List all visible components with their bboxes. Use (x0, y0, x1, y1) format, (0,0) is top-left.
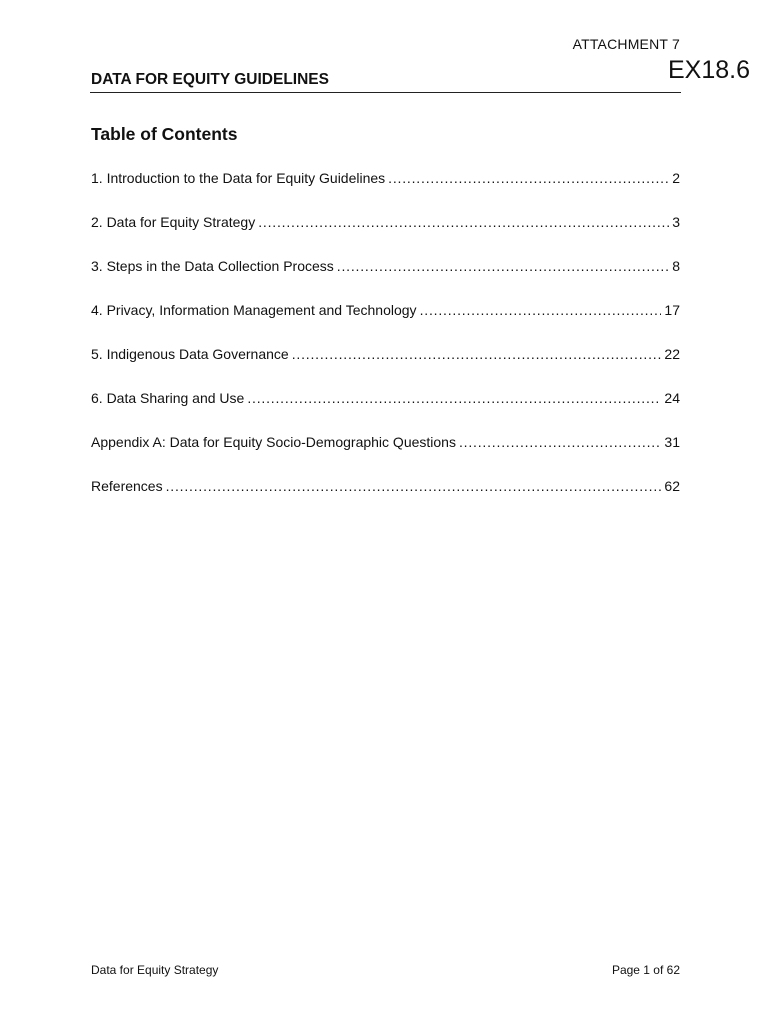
toc-heading: Table of Contents (91, 124, 238, 144)
toc-entry-appendix-a[interactable] (91, 434, 680, 478)
footer-page-number: Page 1 of 62 (611, 963, 680, 977)
toc-entry-privacy[interactable] (91, 302, 680, 346)
attachment-label: ATTACHMENT 7 (572, 36, 680, 52)
toc-entry-page: 62 (664, 478, 680, 494)
toc-entry-page: 8 (672, 258, 680, 274)
toc-entry-page: 2 (672, 170, 680, 186)
toc-leader-dots (247, 390, 661, 406)
exhibit-number: EX18.6 (667, 56, 750, 84)
toc-entry-indigenous-governance[interactable] (91, 346, 680, 390)
toc-entry-references[interactable] (91, 478, 680, 522)
toc-entry-page: 31 (664, 434, 680, 450)
toc-leader-dots (459, 434, 661, 450)
toc-entry-label: 6. Data Sharing and Use (91, 390, 245, 406)
toc-entry-data-sharing[interactable] (91, 390, 680, 434)
toc-entry-page: 17 (664, 302, 680, 318)
toc-leader-dots (388, 170, 669, 186)
toc-entry-label: Appendix A: Data for Equity Socio-Demographic Questions (91, 434, 456, 450)
toc-entry-page: 3 (672, 214, 680, 230)
toc-entry-label: 5. Indigenous Data Governance (91, 346, 289, 362)
toc-entry-label: 3. Steps in the Data Collection Process (91, 258, 334, 274)
toc-entry-page: 24 (664, 390, 680, 406)
footer-document-name: Data for Equity Strategy (91, 963, 219, 977)
toc-leader-dots (258, 214, 669, 230)
table-of-contents (91, 170, 680, 522)
header-divider (90, 92, 681, 93)
toc-entry-data-collection[interactable] (91, 258, 680, 302)
toc-leader-dots (292, 346, 662, 362)
toc-leader-dots (166, 478, 662, 494)
toc-entry-strategy[interactable] (91, 214, 680, 258)
toc-leader-dots (420, 302, 662, 318)
toc-leader-dots (337, 258, 669, 274)
toc-entry-introduction[interactable] (91, 170, 680, 214)
toc-entry-page: 22 (664, 346, 680, 362)
toc-entry-label: 1. Introduction to the Data for Equity Guidelines (91, 170, 386, 186)
toc-entry-label: 2. Data for Equity Strategy (91, 214, 256, 230)
toc-entry-label: References (91, 478, 163, 494)
toc-entry-label: 4. Privacy, Information Management and Technology (91, 302, 417, 318)
document-title: DATA FOR EQUITY GUIDELINES (91, 71, 329, 88)
